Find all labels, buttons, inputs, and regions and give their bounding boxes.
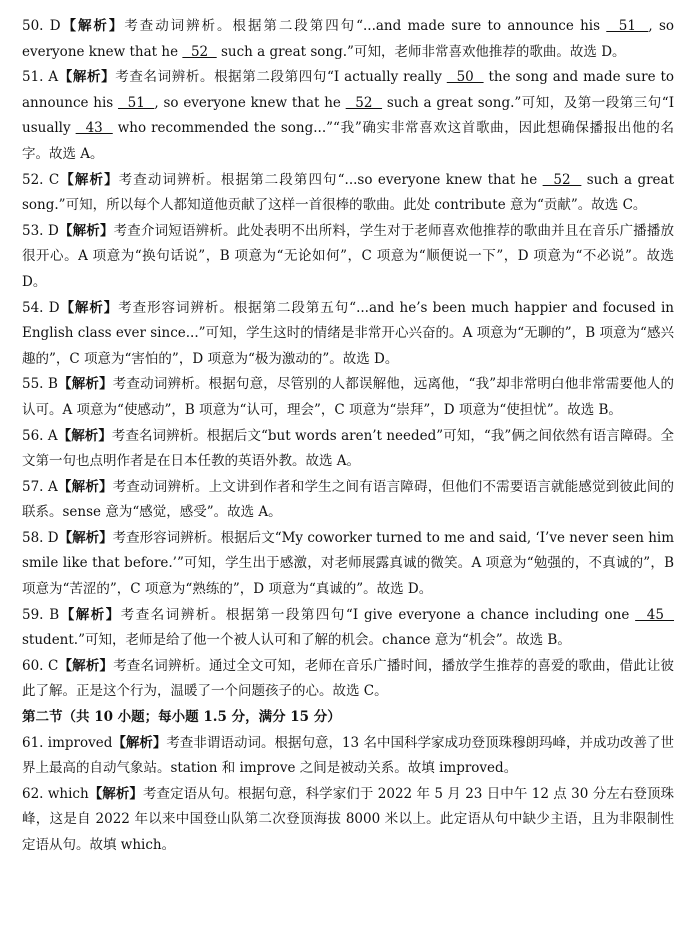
explanation-text: such a great song.”可知，老师非常喜欢他推荐的歌曲。故选 D。 [216, 43, 626, 60]
answer: A [43, 69, 59, 86]
answer: improved [43, 734, 113, 751]
question-number: 61. [22, 734, 44, 751]
explanation-item [22, 731, 674, 782]
analysis-tag: 【解析】 [88, 785, 143, 802]
analysis-tag: 【解析】 [57, 376, 113, 393]
question-number: 52. [22, 171, 44, 188]
answer: which [43, 785, 89, 802]
analysis-tag: 【解析】 [58, 222, 114, 239]
analysis-tag: 【解析】 [58, 657, 114, 674]
explanation-text: such a great song.”可知，及第一段第三句“I usually [22, 94, 675, 137]
explanation-text: 考查形容词辨析。根据第二段第五句“...and he’s been much happier and focused in English class ever since...”可知，学生这时的情绪是非常开心兴奋的。A 项意为“无聊的”，B 项意为“感兴趣的”，C 项意为“害怕的”，D 项意为“极为激动的”。故选 D。 [22, 299, 674, 367]
explanation-text: who recommended the song...”“我”确实非常喜欢这首歌曲，因此想确保播报出他的名字。故选 A。 [22, 120, 675, 162]
answer: D [43, 18, 61, 34]
explanation-item [22, 168, 674, 219]
explanation-item [22, 526, 674, 603]
question-number: 60. [22, 657, 44, 674]
blank-number: 45 [635, 606, 675, 623]
answer: C [43, 171, 60, 188]
explanation-text: 考查动词辨析。上文讲到作者和学生之间有语言障碍，但他们不需要语言就能感觉到彼此间的联系。sense 意为“感觉，感受”。故选 A。 [22, 478, 675, 521]
answer: A [43, 427, 58, 444]
question-number: 54. [22, 299, 44, 316]
question-number: 53. [22, 222, 44, 239]
answer: C [43, 657, 59, 674]
explanation-item [22, 654, 674, 705]
explanation-item [22, 372, 674, 423]
analysis-tag: 【解析】 [59, 299, 119, 316]
question-number: 57. [22, 478, 44, 495]
answer: A [43, 478, 58, 495]
explanation-text: such a great song.”可知，所以每个人都知道他贡献了这样一首很棒的歌曲。此处 contribute 意为“贡献”。故选 C。 [22, 171, 675, 214]
analysis-tag: 【解析】 [59, 606, 121, 623]
analysis-tag: 【解析】 [58, 69, 116, 86]
explanation-text: , so everyone knew that he [154, 94, 346, 111]
explanation-item [22, 296, 674, 373]
explanation-list [22, 14, 674, 705]
question-number: 56. [22, 427, 44, 444]
explanation-item [22, 14, 674, 65]
analysis-tag: 【解析】 [60, 18, 125, 34]
explanation-text: 考查名词辨析。根据第二段第四句“I actually really [115, 69, 447, 86]
blank-number: 52 [345, 94, 383, 111]
explanation-item [22, 219, 674, 296]
question-number: 62. [22, 785, 44, 802]
question-number: 59. [22, 606, 44, 623]
analysis-tag: 【解析】 [57, 478, 113, 495]
explanation-text: 考查介词短语辨析。此处表明不出所料，学生对于老师喜欢他推荐的歌曲并且在音乐广播播放很开心。A 项意为“换句话说”，B 项意为“无论如何”，C 项意为“顺便说一下”，D 项意为“不必说”。故选 D。 [22, 222, 675, 290]
explanation-text: 考查名词辨析。根据第一段第四句“I give everyone a chance including one [120, 606, 636, 623]
explanation-text: 考查动词辨析。根据句意，尽管别的人都误解他，远离他，“我”却非常明白他非常需要他人的认可。A 项意为“使感动”，B 项意为“认可，理会”，C 项意为“崇拜”，D 项意为“使担忧”。故选 B。 [22, 376, 675, 418]
question-number: 51. [22, 69, 44, 86]
answer: D [43, 222, 59, 239]
explanation-item [22, 475, 674, 526]
explanation-text: 考查非谓语动词。根据句意，13 名中国科学家成功登顶珠穆朗玛峰，并成功改善了世界上最高的自动气象站。station 和 improve 之间是被动关系。故填 improved。 [22, 734, 675, 777]
explanation-text: , so everyone knew that he [22, 18, 675, 60]
explanation-text: 考查名词辨析。根据后文“but words aren’t needed”可知，“我”俩之间依然有语言障碍。全文第一句也点明作者是在日本任教的英语外教。故选 A。 [22, 427, 675, 470]
answer: D [43, 529, 59, 546]
blank-number: 52 [182, 43, 217, 60]
answer: B [43, 376, 58, 393]
question-number: 55. [22, 376, 44, 393]
analysis-tag: 【解析】 [57, 427, 112, 444]
explanation-text: 考查动词辨析。根据第二段第四句“...so everyone knew that he [118, 171, 543, 188]
blank-number: 51 [606, 18, 649, 34]
explanation-text: the song and made sure to announce his [22, 69, 675, 111]
blank-number: 51 [118, 94, 155, 111]
explanation-list-section-2 [22, 731, 674, 859]
blank-number: 43 [75, 120, 113, 137]
answer: B [43, 606, 60, 623]
explanation-item [22, 424, 674, 475]
analysis-tag: 【解析】 [112, 734, 167, 751]
question-number: 50. [22, 18, 44, 34]
answer: D [43, 299, 60, 316]
question-number: 58. [22, 529, 44, 546]
blank-number: 50 [446, 69, 484, 86]
explanation-text: 考查定语从句。根据句意，科学家们于 2022 年 5 月 23 日中午 12 点 30 分左右登顶珠峰，这是自 2022 年以来中国登山队第二次登顶海拔 8000 米以上。此定语从句中缺少主语，且为非限制性定语从句。故填 which。 [22, 785, 674, 853]
explanation-text: 考查名词辨析。通过全文可知，老师在音乐广播时间，播放学生推荐的喜爱的歌曲，借此让彼此了解。正是这个行为，温暖了一个问题孩子的心。故选 C。 [22, 657, 675, 700]
analysis-tag: 【解析】 [58, 529, 113, 546]
explanation-item [22, 65, 674, 167]
explanation-item [22, 782, 674, 859]
explanation-text: 考查动词辨析。根据第二段第四句“...and made sure to announce his [124, 18, 607, 34]
section-title: 第二节（共 10 小题；每小题 1.5 分，满分 15 分） [22, 709, 341, 726]
explanation-item [22, 603, 674, 654]
blank-number: 52 [542, 171, 582, 188]
analysis-tag: 【解析】 [59, 171, 119, 188]
explanation-text: student.”可知，老师是给了他一个被人认可和了解的机会。chance 意为“机会”。故选 B。 [22, 632, 571, 649]
explanation-text: 考查形容词辨析。根据后文“My coworker turned to me and said, ‘I’ve never seen him smile like that before.’”可知，学生出于感激，对老师展露真诚的微笑。A 项意为“勉强的，不真诚的”，B 项意为“苦涩的”，C 项意为“熟练的”，D 项意为“真诚的”。故选 D。 [22, 529, 675, 598]
